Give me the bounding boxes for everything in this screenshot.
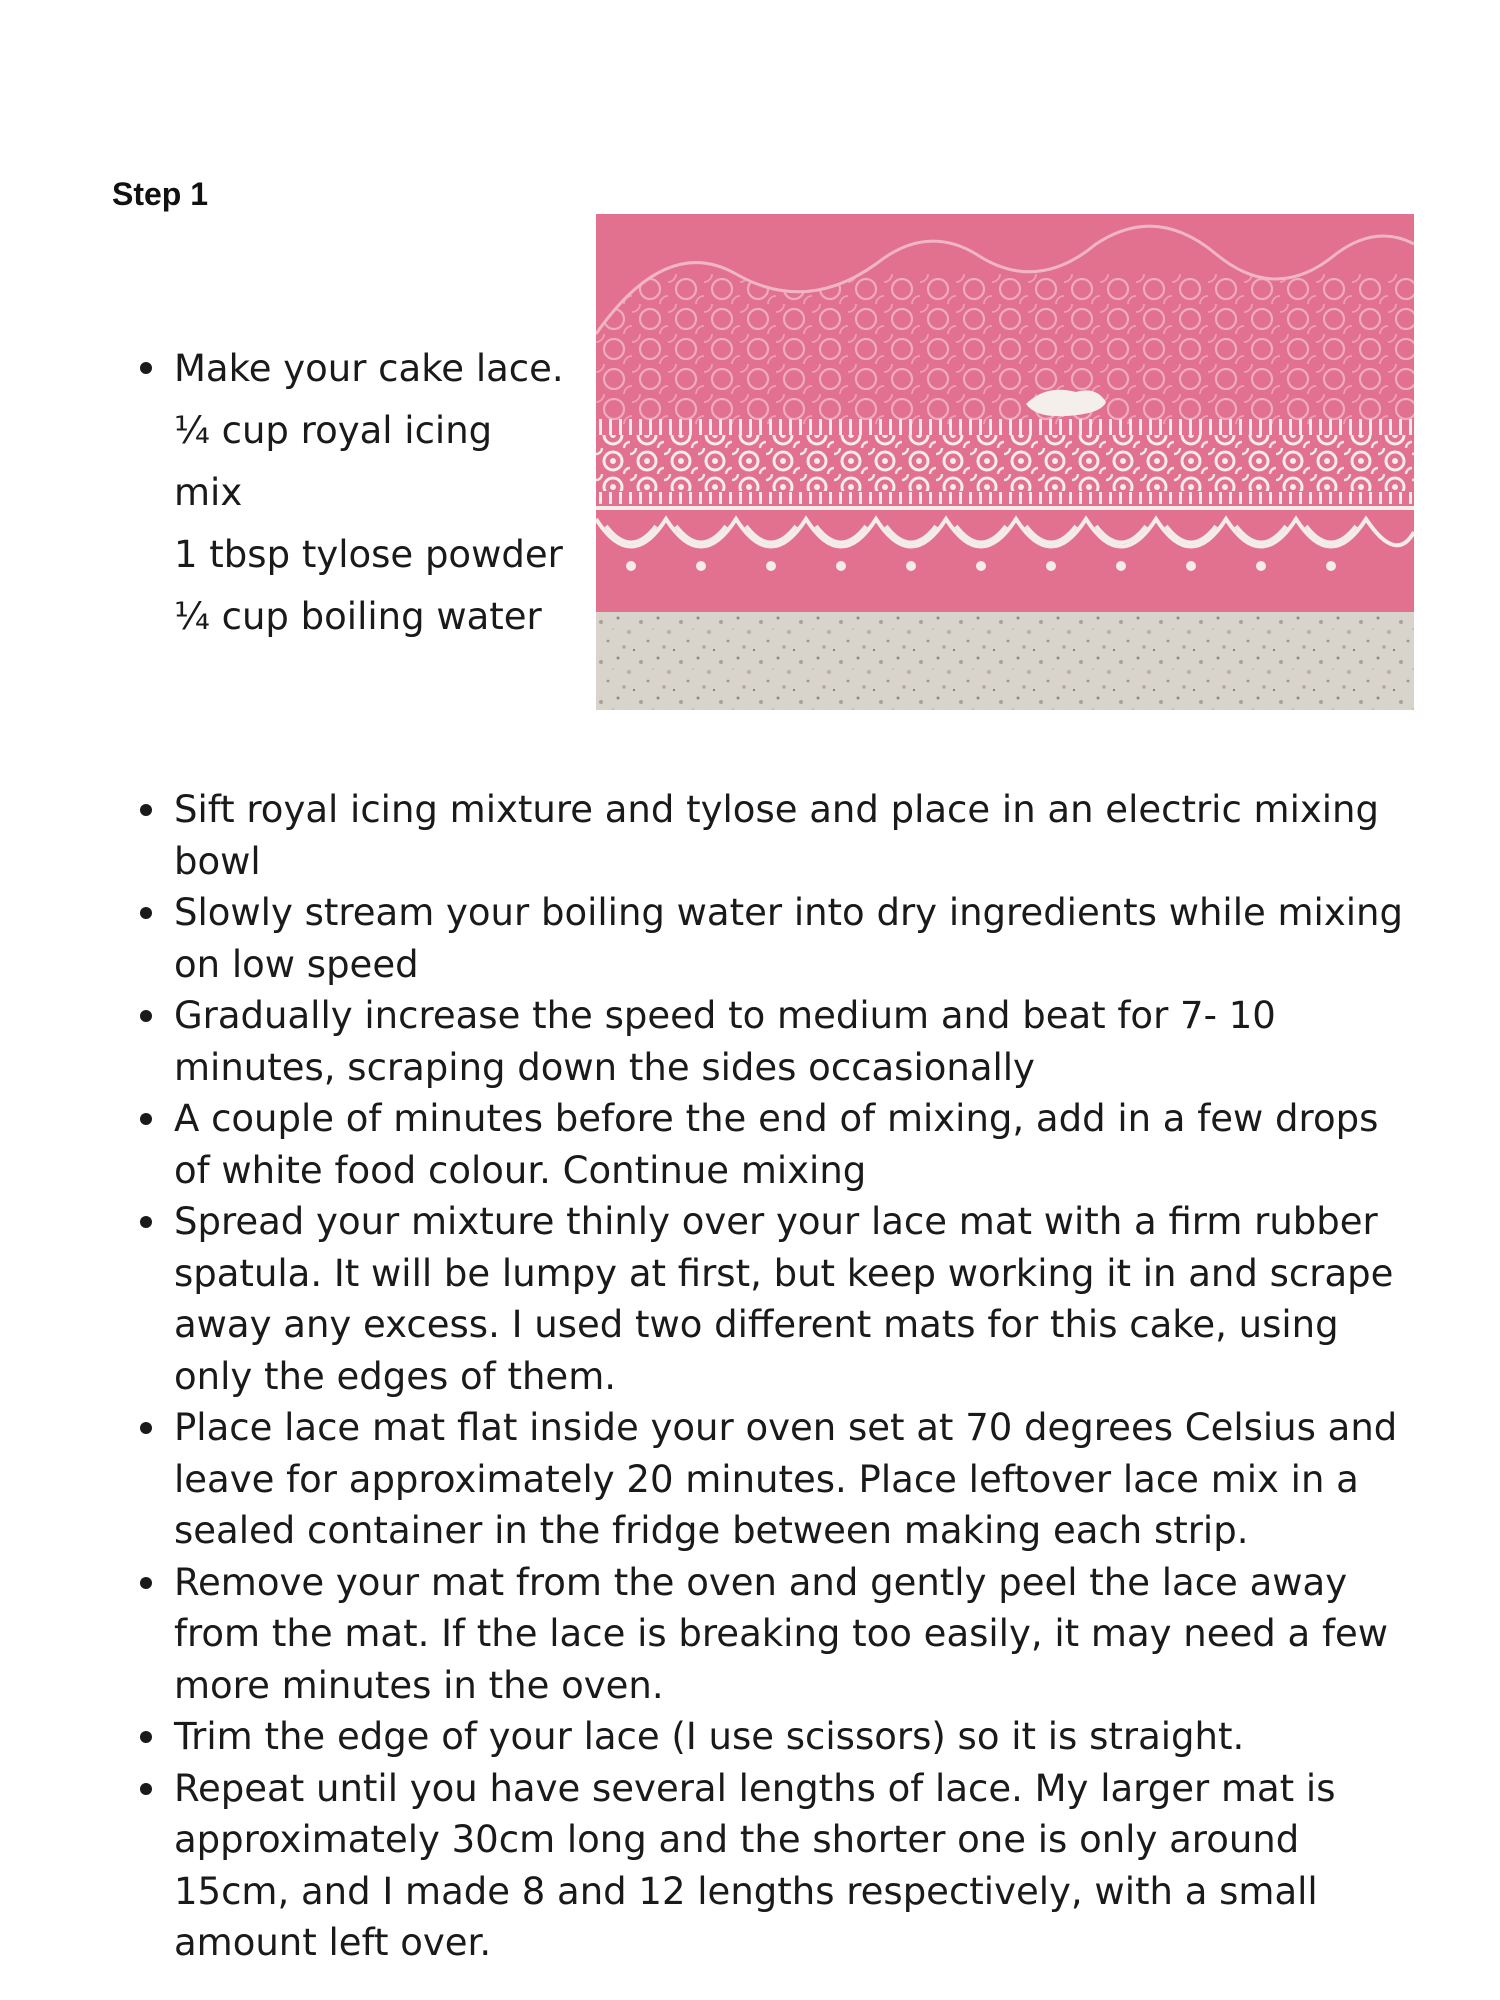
bullet-icon (140, 907, 152, 919)
list-item (132, 784, 1422, 887)
step-text: Spread your mixture thinly over your lace mat with a firm rubber spatula. It will be lumpy at first, but keep working it in and scrape away any excess. I used two different mats for this cake, using only the edges of them. (174, 1200, 1394, 1398)
list-item (132, 338, 572, 400)
list-item (132, 1093, 1422, 1196)
ingredient-line: ¼ cup boiling water (174, 595, 542, 638)
step-text: Gradually increase the speed to medium and beat for 7- 10 minutes, scraping down the sides occasionally (174, 994, 1276, 1089)
step-text: Sift royal icing mixture and tylose and place in an electric mixing bowl (174, 788, 1379, 883)
step-text: Trim the edge of your lace (I use scissors) so it is straight. (174, 1715, 1245, 1758)
step-text: Remove your mat from the oven and gently peel the lace away from the mat. If the lace is breaking too easily, it may need a few more minutes in the oven. (174, 1560, 1389, 1707)
bullet-icon (140, 804, 152, 816)
step-text: Repeat until you have several lengths of lace. My larger mat is approximately 30cm long and the shorter one is only around 15cm, and I made 8 and 12 lengths respectively, with a small amount left over. (174, 1766, 1336, 1964)
bullet-icon (140, 1216, 152, 1228)
intro-list (132, 338, 572, 648)
method-steps-list (132, 784, 1422, 1969)
bullet-icon (140, 1422, 152, 1434)
list-item (132, 1557, 1422, 1712)
intro-item-text: Make your cake lace. (174, 347, 564, 390)
list-item (132, 990, 1422, 1093)
ingredient-line: ¼ cup royal icing mix (174, 409, 493, 514)
list-item (132, 1763, 1422, 1969)
bullet-icon (140, 1113, 152, 1125)
list-item (132, 1402, 1422, 1557)
bullet-icon (140, 1783, 152, 1795)
ingredient-line: 1 tbsp tylose powder (174, 533, 563, 576)
lace-mat-photo (596, 214, 1414, 710)
list-item (132, 1196, 1422, 1402)
bullet-icon (140, 1731, 152, 1743)
step-text: A couple of minutes before the end of mixing, add in a few drops of white food colour. Continue mixing (174, 1097, 1379, 1192)
list-item (132, 1711, 1422, 1763)
bullet-icon (140, 362, 152, 374)
step-text: Slowly stream your boiling water into dry ingredients while mixing on low speed (174, 891, 1403, 986)
step-text: Place lace mat flat inside your oven set at 70 degrees Celsius and leave for approximately 20 minutes. Place leftover lace mix in a sealed container in the fridge between making each strip. (174, 1406, 1398, 1552)
step-heading: Step 1 (112, 176, 209, 212)
bullet-icon (140, 1010, 152, 1022)
list-item (132, 887, 1422, 990)
lace-mat-image (596, 214, 1414, 710)
bullet-icon (140, 1577, 152, 1589)
